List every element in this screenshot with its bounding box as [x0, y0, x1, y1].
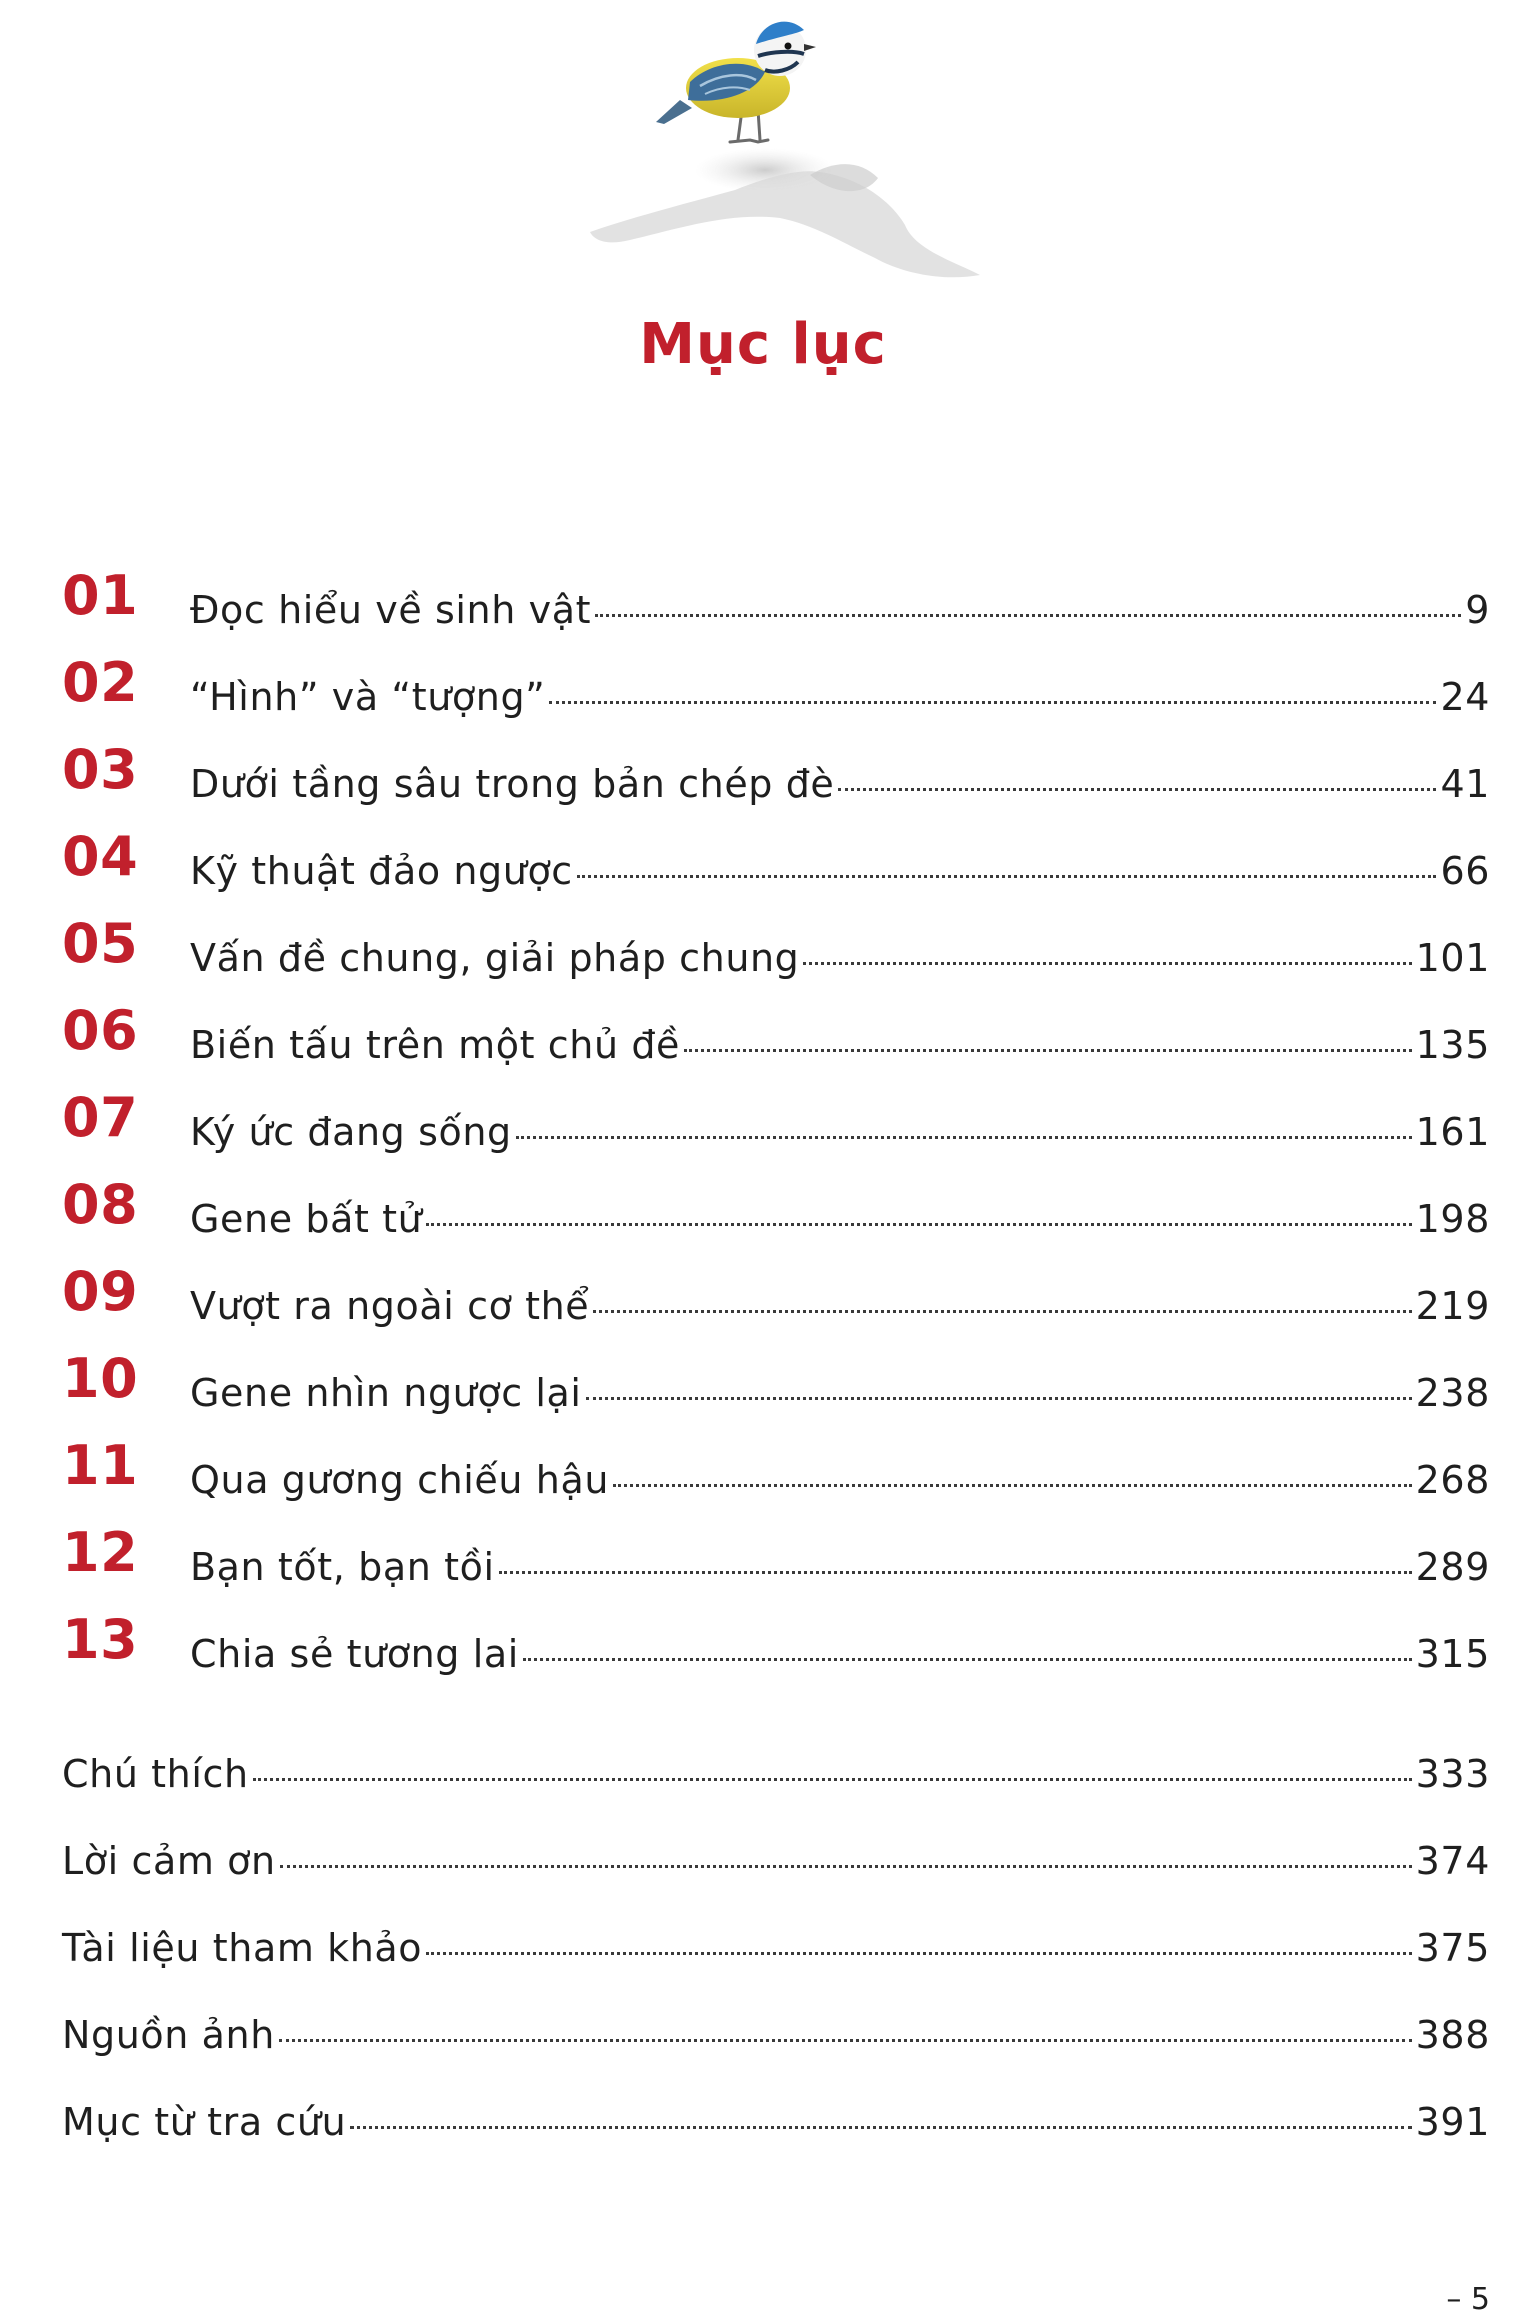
back-matter-title: Mục từ tra cứu	[62, 2099, 347, 2144]
back-matter-title: Tài liệu tham khảo	[62, 1925, 423, 1970]
dot-leader	[350, 2126, 1411, 2129]
chapter-page: 66	[1440, 848, 1490, 893]
chapter-number: 02	[62, 651, 139, 714]
dot-leader	[279, 2039, 1412, 2042]
chapter-page: 135	[1415, 1022, 1490, 1067]
chapter-title: Gene nhìn ngược lại	[190, 1370, 582, 1415]
chapter-page: 161	[1415, 1109, 1490, 1154]
toc-chapter-row[interactable]	[62, 566, 1490, 653]
bird-illustration	[560, 0, 1000, 300]
chapter-number: 08	[62, 1173, 139, 1236]
toc-back-matter-row[interactable]	[62, 1991, 1490, 2078]
chapter-page: 41	[1440, 761, 1490, 806]
chapter-title: Qua gương chiếu hậu	[190, 1457, 610, 1502]
toc-chapter-row[interactable]	[62, 827, 1490, 914]
page-title: Mục lục	[639, 312, 887, 377]
toc-chapter-row[interactable]	[62, 653, 1490, 740]
chapter-page: 219	[1415, 1283, 1490, 1328]
toc-chapter-row[interactable]	[62, 1436, 1490, 1523]
chapter-page: 315	[1415, 1631, 1490, 1676]
chapter-number: 12	[62, 1521, 139, 1584]
chapter-page: 101	[1415, 935, 1490, 980]
chapter-page: 268	[1415, 1457, 1490, 1502]
toc-back-matter-row[interactable]	[62, 1817, 1490, 1904]
chapter-number: 13	[62, 1608, 139, 1671]
chapter-number: 07	[62, 1086, 139, 1149]
chapter-title: Bạn tốt, bạn tồi	[190, 1544, 495, 1589]
chapter-number: 04	[62, 825, 139, 888]
chapter-number: 09	[62, 1260, 139, 1323]
back-matter-title: Nguồn ảnh	[62, 2012, 275, 2057]
back-matter-page: 375	[1415, 1925, 1490, 1970]
blue-tit-bird-icon	[560, 0, 1000, 300]
dot-leader	[549, 701, 1436, 704]
toc-chapter-row[interactable]	[62, 1088, 1490, 1175]
dot-leader	[803, 962, 1411, 965]
toc-chapter-row[interactable]	[62, 1175, 1490, 1262]
back-matter-page: 388	[1415, 2012, 1490, 2057]
dot-leader	[838, 788, 1436, 791]
dot-leader	[586, 1397, 1412, 1400]
dot-leader	[684, 1049, 1412, 1052]
chapter-title: Gene bất tử	[190, 1196, 423, 1241]
chapter-title: “Hình” và “tượng”	[190, 674, 546, 719]
toc-chapter-row[interactable]	[62, 1523, 1490, 1610]
page-number: – 5	[1446, 2282, 1490, 2317]
chapter-title: Dưới tầng sâu trong bản chép đè	[190, 761, 835, 806]
bird-shadow	[590, 148, 980, 277]
dot-leader	[593, 1310, 1411, 1313]
back-matter-page: 374	[1415, 1838, 1490, 1883]
chapter-number: 11	[62, 1434, 139, 1497]
toc-chapter-row[interactable]	[62, 914, 1490, 1001]
chapter-number: 03	[62, 738, 139, 801]
toc-chapter-row[interactable]	[62, 740, 1490, 827]
toc-chapter-row[interactable]	[62, 1262, 1490, 1349]
toc-chapter-row[interactable]	[62, 1349, 1490, 1436]
dot-leader	[426, 1952, 1412, 1955]
chapter-page: 238	[1415, 1370, 1490, 1415]
chapter-number: 01	[62, 564, 139, 627]
back-matter-page: 391	[1415, 2099, 1490, 2144]
back-matter-page: 333	[1415, 1751, 1490, 1796]
dot-leader	[280, 1865, 1412, 1868]
chapter-page: 24	[1440, 674, 1490, 719]
chapter-title: Chia sẻ tương lai	[190, 1631, 519, 1676]
dot-leader	[516, 1136, 1412, 1139]
dot-leader	[426, 1223, 1411, 1226]
chapter-number: 10	[62, 1347, 139, 1410]
toc-chapter-row[interactable]	[62, 1001, 1490, 1088]
dot-leader	[523, 1658, 1412, 1661]
toc-back-matter-row[interactable]	[62, 1730, 1490, 1817]
dot-leader	[499, 1571, 1412, 1574]
chapter-page: 198	[1415, 1196, 1490, 1241]
dot-leader	[595, 614, 1461, 617]
table-of-contents	[62, 566, 1490, 1697]
dot-leader	[253, 1778, 1412, 1781]
chapter-title: Biến tấu trên một chủ đề	[190, 1022, 681, 1067]
chapter-number: 06	[62, 999, 139, 1062]
back-matter-title: Lời cảm ơn	[62, 1838, 276, 1883]
chapter-page: 9	[1465, 587, 1490, 632]
chapter-title: Vượt ra ngoài cơ thể	[190, 1283, 590, 1328]
back-matter-list	[62, 1730, 1490, 2165]
chapter-page: 289	[1415, 1544, 1490, 1589]
toc-back-matter-row[interactable]	[62, 2078, 1490, 2165]
toc-back-matter-row[interactable]	[62, 1904, 1490, 1991]
chapter-title: Vấn đề chung, giải pháp chung	[190, 935, 800, 980]
back-matter-title: Chú thích	[62, 1751, 249, 1796]
chapter-title: Đọc hiểu về sinh vật	[190, 587, 592, 632]
dot-leader	[577, 875, 1437, 878]
toc-chapter-row[interactable]	[62, 1610, 1490, 1697]
chapter-number: 05	[62, 912, 139, 975]
dot-leader	[613, 1484, 1412, 1487]
chapter-title: Ký ức đang sống	[190, 1109, 512, 1154]
chapter-title: Kỹ thuật đảo ngược	[190, 848, 573, 893]
